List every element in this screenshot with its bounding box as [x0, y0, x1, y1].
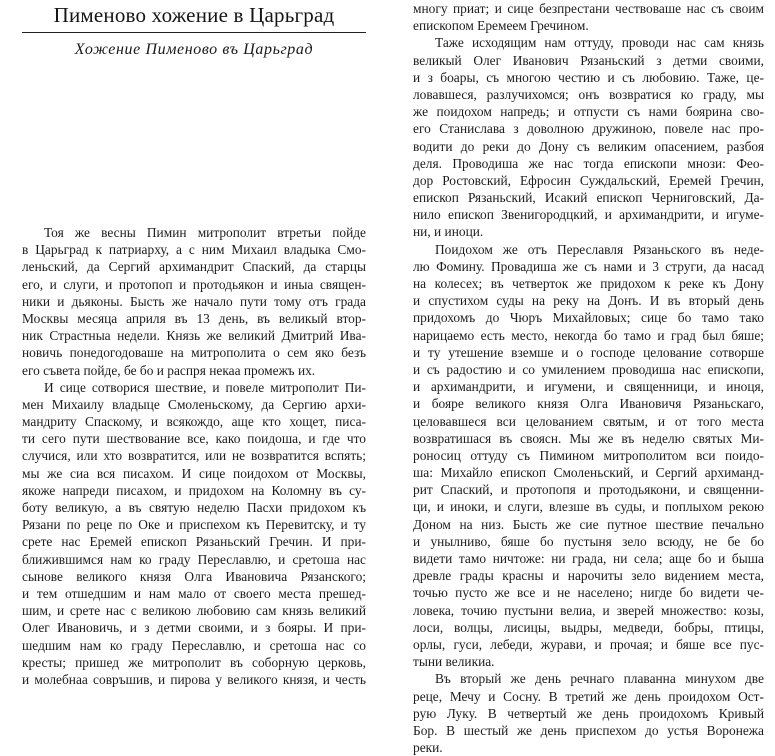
text-line: боту великую, а въ святую неделю Пасхи придохом къ [22, 500, 366, 515]
text-line: шедшим нам ко граду Переславлю, и сретоша нас со [22, 637, 366, 653]
text-line: ти сего пути шествование все, како поидоша, и где что [22, 431, 366, 447]
text-line: Рязани по реце по Оке и приспехом къ Перевитску, и ту [22, 517, 366, 533]
text-line: Тоя же весны Пимин митрополит втретьи пойде [44, 225, 366, 240]
text-line: деля. Проводиша же нас тогда епископи мнози: Фео- [413, 155, 764, 171]
text-line: роносиц оттуду съ Пимином митрополитом вси поидо- [413, 447, 764, 463]
text-line: и молебнаа совръшив, и пирова у великого князя, и честь [22, 671, 366, 687]
text-line: многу приат; и сице безпрестани чествоваше нас съ своим [413, 1, 764, 16]
text-line: его Станислава з доволною дружиною, повеле нас про- [413, 121, 764, 137]
text-line: лоси, волцы, лисицы, выдры, медведи, бобры, птицы, [413, 619, 764, 635]
text-line: ша: Михайло епископ Смоленьский, и Сергий архиманд- [413, 465, 764, 481]
text-line: Олег Ивановичь, и з детми своими, и з бояры. И при- [22, 620, 366, 636]
text-line: шим, и срете нас с великою любовию сам князь великий [22, 603, 366, 619]
text-line: дор Ростовский, Ефросин Суждальский, Еремей Гречин, [413, 172, 764, 188]
text-line: Москвы месяца априля въ 13 день, въ великый втор- [22, 310, 366, 326]
title-divider [22, 32, 366, 33]
text-line: тыни великиа. [413, 654, 495, 670]
text-line: его, и слуги, и протопоп и протодьякон и иныа священ- [22, 276, 366, 292]
text-line: мы же сиа вся писахом. И сице поидохом от Москвы, [22, 465, 366, 481]
text-line: и архимандрити, и игумени, и священници, и иноця, [413, 379, 764, 395]
text-line: мандриту Спаскому, и всякождо, аще кто хощет, писа- [22, 414, 366, 430]
text-line: леньский, да Сергий архимандрит Спаский, да старцы [22, 259, 366, 275]
text-line: ближившимся нам ко граду Переславлю, и сретоша нас [22, 551, 366, 567]
text-line: якоже напреди писахом, и придохом на Коломну въ су- [22, 482, 366, 498]
page-title: Пименово хожение в Царьград [53, 3, 335, 27]
text-line: точью пусто же все и не населено; нигде бо видети че- [413, 585, 764, 601]
text-line: Бор. В шестый же день приспехом до устья Воронежа [413, 722, 764, 738]
text-line: нило епископ Звенигородцкий, и архимандрити, и игуме- [413, 207, 764, 223]
text-line: лю Фомину. Провадиша же съ нами и 3 струги, да насад [413, 258, 764, 274]
text-line: видети тамо ничтоже: ни града, ни села; аще бо и быша [413, 551, 764, 566]
text-line: сынове великого князя Олга Ивановича Рязанского; [22, 568, 366, 584]
text-line: Таже исходящим нам оттуду, проводи нас сам князь [435, 35, 764, 51]
page-subtitle: Хожение Пименово въ Царьград [74, 41, 314, 58]
text-line: срете нас Еремей епископ Рязаньский Гречин. И при- [22, 534, 366, 550]
text-line: ловавшеся, разлучихомся; онъ возвратися ко граду, мы [413, 86, 764, 102]
right-text-column [413, 0, 764, 756]
text-line: целовавшеся вси целованием святым, и от того места [413, 413, 764, 429]
text-line: водити до реки до Дону съ великим опасением, разбоя [413, 138, 764, 154]
text-line: ни, и иноци. [413, 224, 484, 240]
text-line: ники и дьяконы. Бысть же начало пути тому отъ града [22, 293, 366, 309]
text-line: ловека, точию пустыни велиа, и зверей множество: козы, [413, 602, 764, 618]
text-line: нарицаемо есть место, некогда бо тамо и град был бяше; [413, 327, 764, 343]
text-line: и тем отшедшим и нам мало от своего места прешед- [22, 585, 366, 601]
text-line: новичь понедогодоваше на митрополита о сем яко безъ [22, 345, 366, 361]
text-line: его съвета пойде, бе бо и распря некаа промежъ их. [22, 362, 316, 378]
text-line: и бояре великого князя Олга Ивановичя Рязаньскаго, [413, 396, 764, 412]
text-line: и спустихом суды на реку на Донъ. И въ вторый день [413, 293, 764, 309]
text-line: случися, или хто возвратится, или не возвратится вспять; [22, 448, 366, 464]
text-line: и съ радостию и со умилением проводиша нас епископи, [413, 361, 764, 377]
text-line: рит Спаский, и протопопя и протодьякони, и священни- [413, 482, 764, 498]
text-line: же поидохом напредь; и отпусти съ нами боярина сво- [413, 104, 764, 120]
text-line: в Царьград к патриарху, а с ним Михаил владыка Смо- [22, 242, 366, 258]
text-line: Поидохом же отъ Переславля Рязаньского въ неде- [435, 241, 764, 257]
text-line: И сице сотворися шествие, и повеле митрополит Пи- [44, 379, 366, 395]
left-text-column [22, 224, 366, 688]
text-line: реце, Мечу и Сосну. В третий же день проидохом Ост- [413, 688, 764, 704]
text-line: придохомъ до Чюръ Михайловых; сице бо тамо тако [413, 310, 764, 326]
text-line: и ту утешение вземше и о господе целование сотворше [413, 344, 764, 360]
text-line: Въ вторый же день речнаго плаванна минухом две [435, 671, 764, 687]
text-line: ник Страстныа недели. Князь же великий Дмитрий Ива- [22, 328, 366, 344]
text-line: на колесех; въ четверток же придохом к реке къ Дону [413, 276, 764, 291]
text-line: ци, и иноки, и слуги, влезше въ суды, и поплыхом рекою [413, 499, 764, 515]
text-line: мен Михаилу владыце Смоленьскому, да Сергию архи- [22, 396, 366, 412]
text-line: орлы, гуси, лебеди, журави, и прочая; и бяше все пус- [413, 636, 764, 652]
text-line: реки. [413, 740, 443, 756]
text-line: Доном на низ. Бысть же сие путное шествие печально [413, 516, 764, 532]
text-line: возвратишася въ своясн. Мы же въ неделю святых Ми- [413, 430, 764, 446]
text-line: епископ Рязаньский, Исакий епископ Черниговский, Да- [413, 190, 764, 206]
text-line: рую Луку. В четвертый же день проидохомъ Кривый [413, 705, 764, 721]
text-line: и унылниво, бяше бо пустыня зело всюду, не бе бо [413, 533, 764, 549]
text-line: епископом Еремеем Гречином. [413, 18, 589, 34]
text-line: великый Олег Иванович Рязаньский з детми своими, [413, 52, 764, 68]
text-line: древле грады красны и нарочиты зело видением места, [413, 568, 764, 584]
text-line: и з боары, съ многою честию и съ любовию. Таже, це- [413, 69, 764, 85]
text-line: кресты; пришед же митрополит въ соборную церковь, [22, 654, 366, 670]
